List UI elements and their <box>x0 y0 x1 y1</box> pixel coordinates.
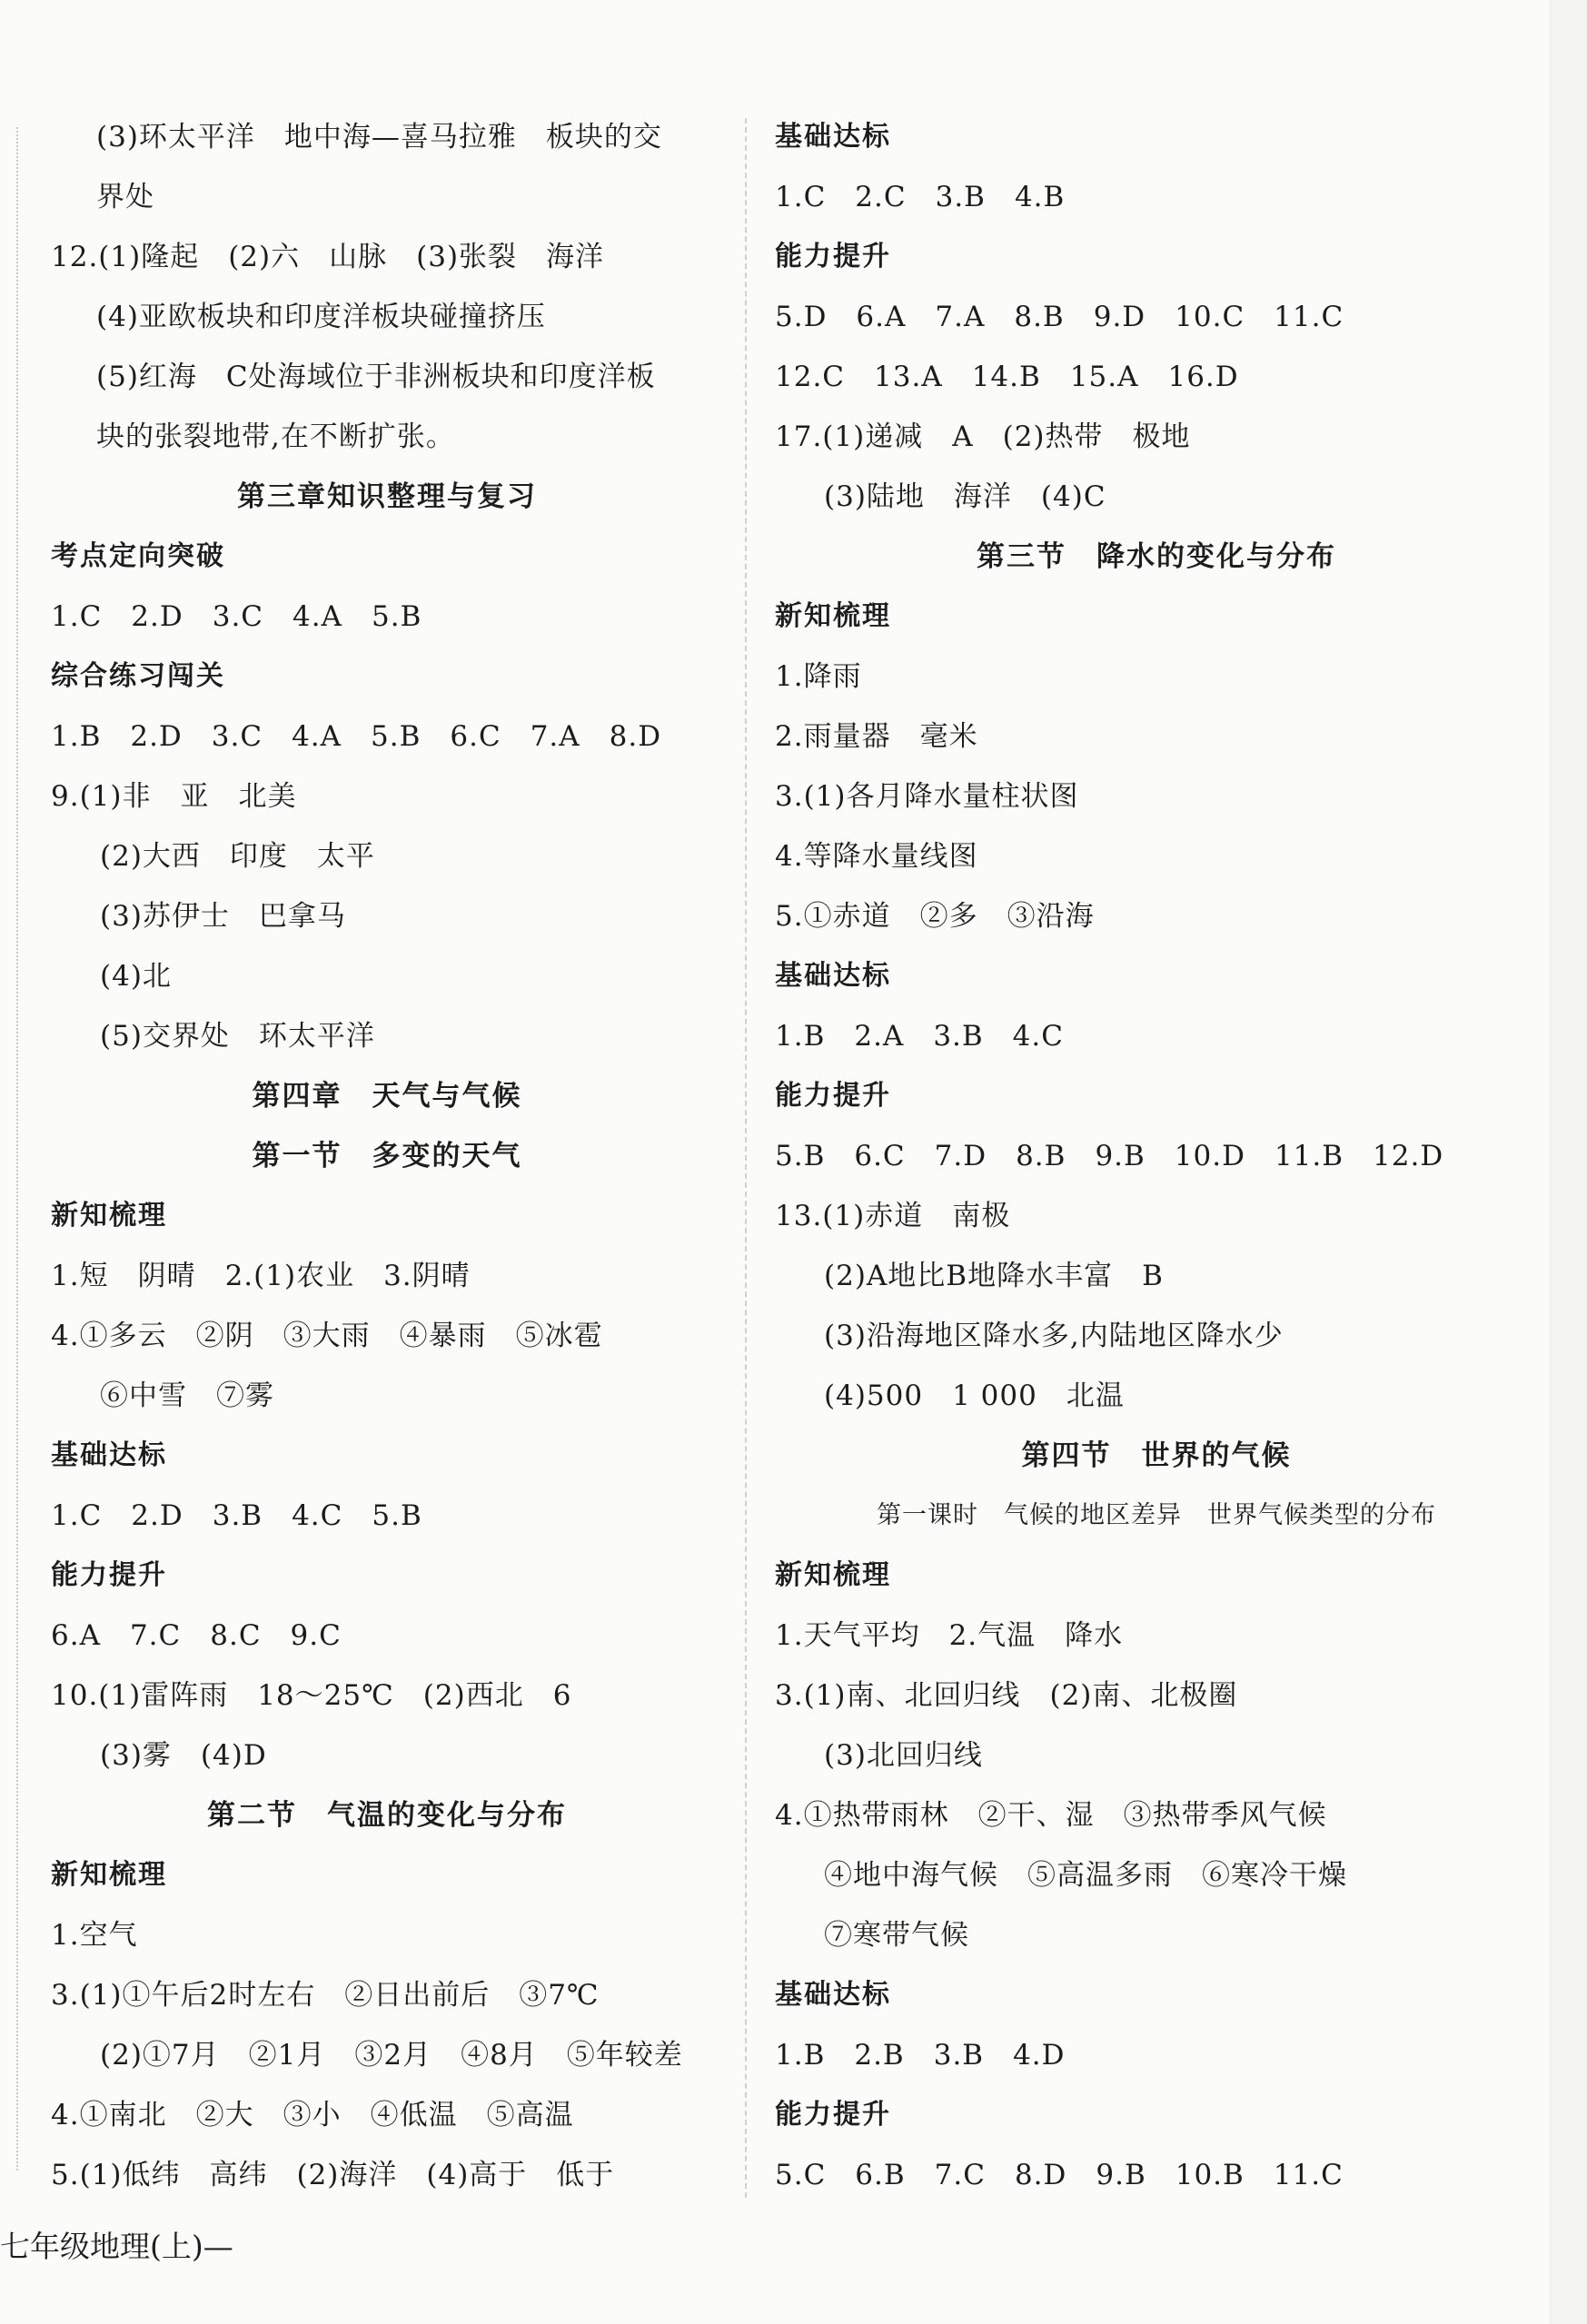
section-heading: 综合练习闯关 <box>51 660 225 692</box>
answer-line: 1.B 2.D 3.C 4.A 5.B 6.C 7.A 8.D <box>51 720 662 753</box>
answer-line: 4.①多云 ②阴 ③大雨 ④暴雨 ⑤冰雹 <box>51 1320 603 1352</box>
section-heading: 能力提升 <box>775 1080 891 1112</box>
answer-line: 1.C 2.C 3.B 4.B <box>775 181 1066 213</box>
answer-line: 1.B 2.A 3.B 4.C <box>775 1020 1064 1053</box>
answer-line: 1.C 2.D 3.C 4.A 5.B <box>51 600 422 633</box>
answer-line: 10.(1)雷阵雨 18～25℃ (2)西北 6 <box>51 1679 572 1712</box>
answer-line: 5.B 6.C 7.D 8.B 9.B 10.D 11.B 12.D <box>775 1140 1444 1172</box>
answer-line: 13.(1)赤道 南极 <box>775 1200 1011 1232</box>
answer-line: 12.C 13.A 14.B 15.A 16.D <box>775 361 1239 393</box>
chapter-heading: 第三章知识整理与复习 <box>237 480 537 513</box>
answer-line-continued: 界处 <box>96 181 154 213</box>
answer-sub-line: ④地中海气候 ⑤高温多雨 ⑥寒冷干燥 <box>824 1859 1347 1892</box>
answer-line: 5.①赤道 ②多 ③沿海 <box>775 900 1095 933</box>
answer-sub-line: (3)北回归线 <box>824 1739 983 1772</box>
answer-line: 9.(1)非 亚 北美 <box>51 780 297 813</box>
answer-line: 2.雨量器 毫米 <box>775 720 978 753</box>
column-divider <box>745 118 747 2198</box>
answer-sub-line: (2)大西 印度 太平 <box>100 840 375 873</box>
chapter-heading: 第三节 降水的变化与分布 <box>977 540 1336 573</box>
answer-sub-line: (3)苏伊士 巴拿马 <box>100 900 346 933</box>
answer-sub-line: ⑦寒带气候 <box>824 1919 969 1952</box>
answer-line: 5.C 6.B 7.C 8.D 9.B 10.B 11.C <box>775 2159 1344 2191</box>
answer-sub-line: (3)沿海地区降水多,内陆地区降水少 <box>824 1320 1284 1352</box>
answer-line-continued: 块的张裂地带,在不断扩张。 <box>96 420 455 453</box>
lesson-heading: 第一课时 气候的地区差异 世界气候类型的分布 <box>877 1501 1436 1529</box>
answer-line-continued: (4)亚欧板块和印度洋板块碰撞挤压 <box>96 301 546 333</box>
answer-sub-line: (3)雾 (4)D <box>100 1739 267 1772</box>
answer-line: 1.天气平均 2.气温 降水 <box>775 1619 1124 1652</box>
answer-line: 4.①热带雨林 ②干、湿 ③热带季风气候 <box>775 1799 1327 1832</box>
page-footer: 七年级地理(上)— <box>0 2229 233 2264</box>
section-heading: 基础达标 <box>775 1979 891 2011</box>
answer-line-continued: (5)红海 C处海域位于非洲板块和印度洋板 <box>96 361 656 393</box>
answer-line: 1.短 阴晴 2.(1)农业 3.阴晴 <box>51 1260 471 1292</box>
answer-sub-line: (3)陆地 海洋 (4)C <box>824 480 1106 513</box>
section-heading: 新知梳理 <box>51 1859 167 1891</box>
chapter-heading: 第一节 多变的天气 <box>252 1140 522 1172</box>
answer-line: 1.B 2.B 3.B 4.D <box>775 2039 1066 2072</box>
answer-line: 6.A 7.C 8.C 9.C <box>51 1619 342 1652</box>
answer-line: 1.C 2.D 3.B 4.C 5.B <box>51 1499 422 1532</box>
answer-line: 3.(1)①午后2时左右 ②日出前后 ③7℃ <box>51 1979 600 2012</box>
answer-sub-line: ⑥中雪 ⑦雾 <box>100 1380 274 1412</box>
answer-line: 17.(1)递减 A (2)热带 极地 <box>775 420 1191 453</box>
section-heading: 新知梳理 <box>775 1559 891 1591</box>
section-heading: 基础达标 <box>775 121 891 153</box>
answer-sub-line: (2)①7月 ②1月 ③2月 ④8月 ⑤年较差 <box>100 2039 683 2072</box>
section-heading: 能力提升 <box>51 1559 167 1591</box>
answer-sub-line: (4)500 1 000 北温 <box>824 1380 1125 1412</box>
answer-sub-line: (5)交界处 环太平洋 <box>100 1020 375 1053</box>
chapter-heading: 第四节 世界的气候 <box>1021 1439 1292 1472</box>
answer-sub-line: (4)北 <box>100 960 172 993</box>
binding-edge <box>16 127 18 2171</box>
right-column <box>775 107 1538 2205</box>
answer-line: 1.空气 <box>51 1919 138 1952</box>
answer-line-continued: (3)环太平洋 地中海—喜马拉雅 板块的交 <box>96 121 662 153</box>
chapter-heading: 第四章 天气与气候 <box>252 1080 522 1113</box>
section-heading: 新知梳理 <box>775 600 891 632</box>
section-heading: 考点定向突破 <box>51 540 225 572</box>
answer-line: 5.(1)低纬 高纬 (2)海洋 (4)高于 低于 <box>51 2159 615 2191</box>
answer-line: 3.(1)南、北回归线 (2)南、北极圈 <box>775 1679 1238 1712</box>
answer-line: 3.(1)各月降水量柱状图 <box>775 780 1079 813</box>
section-heading: 基础达标 <box>51 1439 167 1471</box>
answer-line: 4.等降水量线图 <box>775 840 978 873</box>
answer-line: 5.D 6.A 7.A 8.B 9.D 10.C 11.C <box>775 301 1344 333</box>
answer-sub-line: (2)A地比B地降水丰富 B <box>824 1260 1164 1292</box>
answer-line: 12.(1)隆起 (2)六 山脉 (3)张裂 海洋 <box>51 241 605 273</box>
section-heading: 能力提升 <box>775 241 891 272</box>
section-heading: 新知梳理 <box>51 1200 167 1231</box>
chapter-heading: 第二节 气温的变化与分布 <box>207 1799 567 1832</box>
answer-line: 4.①南北 ②大 ③小 ④低温 ⑤高温 <box>51 2099 574 2131</box>
answer-line: 1.降雨 <box>775 660 862 693</box>
section-heading: 能力提升 <box>775 2099 891 2131</box>
left-column <box>51 107 723 2205</box>
section-heading: 基础达标 <box>775 960 891 992</box>
